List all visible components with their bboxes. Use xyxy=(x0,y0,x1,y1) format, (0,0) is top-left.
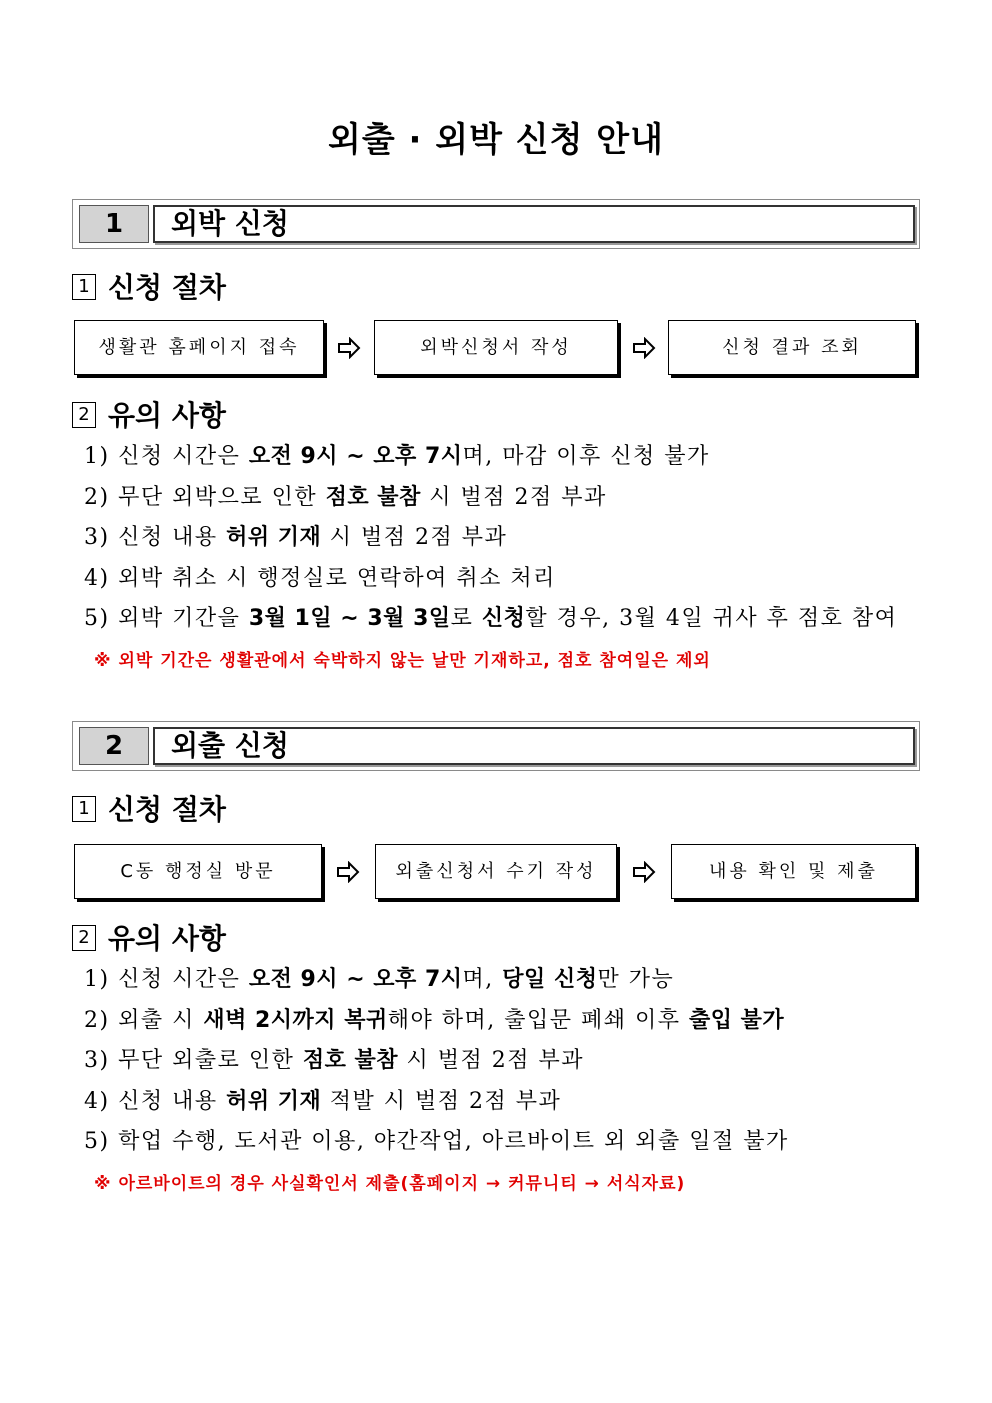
right-arrow-icon xyxy=(337,337,361,359)
note-item xyxy=(84,1001,944,1042)
note-emphasis: 새벽 2시까지 복귀 xyxy=(203,1007,388,1033)
procedure-heading xyxy=(72,270,226,306)
notes-heading xyxy=(72,921,226,957)
note-text: 1) 신청 시간은 xyxy=(84,967,249,992)
note-text: 5) 학업 수행, 도서관 이용, 야간작업, 아르바이트 외 외출 일절 불가 xyxy=(84,1129,789,1154)
section-2-header xyxy=(72,721,920,771)
heading-number-box: 1 xyxy=(72,796,96,822)
note-text: 2) 무단 외박으로 인한 xyxy=(84,484,326,510)
note-emphasis: 신청 xyxy=(481,606,526,631)
procedure-step-1: 생활관 홈페이지 접속 xyxy=(74,320,324,375)
notes-heading-text: 유의 사항 xyxy=(108,922,226,955)
note-text: 3) 신청 내용 xyxy=(84,525,227,550)
note-text: 며, 마감 이후 신청 불가 xyxy=(462,444,710,469)
section-number: 2 xyxy=(79,727,149,765)
note-text: 4) 신청 내용 xyxy=(84,1088,227,1114)
heading-number-box: 2 xyxy=(72,925,96,951)
procedure-heading xyxy=(72,792,226,828)
procedure-step-2: 외출신청서 수기 작성 xyxy=(375,844,617,899)
note-text: 만 가능 xyxy=(597,967,675,992)
note-item xyxy=(84,478,944,519)
note-text: 며, xyxy=(462,967,503,992)
right-arrow-icon xyxy=(632,861,656,883)
section-1-header xyxy=(72,199,920,249)
notes-list xyxy=(84,960,944,1163)
procedure-heading-text: 신청 절차 xyxy=(108,271,226,304)
note-item xyxy=(84,1082,944,1123)
procedure-step-3: 내용 확인 및 제출 xyxy=(671,844,916,899)
note-emphasis: 점호 불참 xyxy=(325,484,421,510)
note-text: 4) 외박 취소 시 행정실로 연락하여 취소 처리 xyxy=(84,565,556,591)
notes-heading xyxy=(72,398,226,434)
note-text: 시 벌점 2점 부과 xyxy=(420,484,607,510)
note-item xyxy=(84,599,944,640)
procedure-heading-text: 신청 절차 xyxy=(108,793,226,826)
note-emphasis: 오전 9시 ~ 오후 7시 xyxy=(248,967,463,992)
warning-note: ※ 외박 기간은 생활관에서 숙박하지 않는 날만 기재하고, 점호 참여일은 제외 xyxy=(94,651,711,671)
right-arrow-icon xyxy=(336,861,360,883)
notes-heading-text: 유의 사항 xyxy=(108,399,226,432)
procedure-step-2: 외박신청서 작성 xyxy=(374,320,618,375)
note-text: 시 벌점 2점 부과 xyxy=(321,525,508,550)
note-emphasis: 허위 기재 xyxy=(226,1088,322,1114)
note-text: 1) 신청 시간은 xyxy=(84,444,249,469)
heading-number-box: 2 xyxy=(72,402,96,428)
page-title: 외출 · 외박 신청 안내 xyxy=(327,120,664,160)
note-item xyxy=(84,559,944,600)
notes-list xyxy=(84,437,944,640)
note-text: 2) 외출 시 xyxy=(84,1007,204,1033)
note-emphasis: 당일 신청 xyxy=(502,967,598,992)
procedure-step-1: C동 행정실 방문 xyxy=(74,844,322,899)
note-text: 해야 하며, 출입문 폐쇄 이후 xyxy=(387,1007,689,1033)
note-text: 적발 시 벌점 2점 부과 xyxy=(321,1088,562,1114)
note-emphasis: 오전 9시 ~ 오후 7시 xyxy=(248,444,463,469)
note-emphasis: 출입 불가 xyxy=(688,1007,785,1033)
note-item xyxy=(84,1122,944,1163)
note-item xyxy=(84,518,944,559)
section-number: 1 xyxy=(79,205,149,243)
note-text: 로 xyxy=(450,606,482,631)
note-emphasis: 허위 기재 xyxy=(226,525,322,550)
note-emphasis: 3월 1일 ~ 3월 3일 xyxy=(248,606,451,631)
note-text: 3) 무단 외출로 인한 xyxy=(84,1048,303,1073)
note-item xyxy=(84,437,944,478)
right-arrow-icon xyxy=(632,337,656,359)
warning-note: ※ 아르바이트의 경우 사실확인서 제출(홈페이지 → 커뮤니티 → 서식자료) xyxy=(94,1174,686,1194)
note-text: 할 경우, 3월 4일 귀사 후 점호 참여 xyxy=(525,606,898,631)
note-text: 시 벌점 2점 부과 xyxy=(398,1048,584,1073)
note-item xyxy=(84,960,944,1001)
note-text: 5) 외박 기간을 xyxy=(84,606,249,631)
heading-number-box: 1 xyxy=(72,274,96,300)
section-title: 외박 신청 xyxy=(153,205,915,243)
note-emphasis: 점호 불참 xyxy=(302,1048,398,1073)
section-title: 외출 신청 xyxy=(153,727,915,765)
note-item xyxy=(84,1041,944,1082)
procedure-step-3: 신청 결과 조회 xyxy=(668,320,916,375)
